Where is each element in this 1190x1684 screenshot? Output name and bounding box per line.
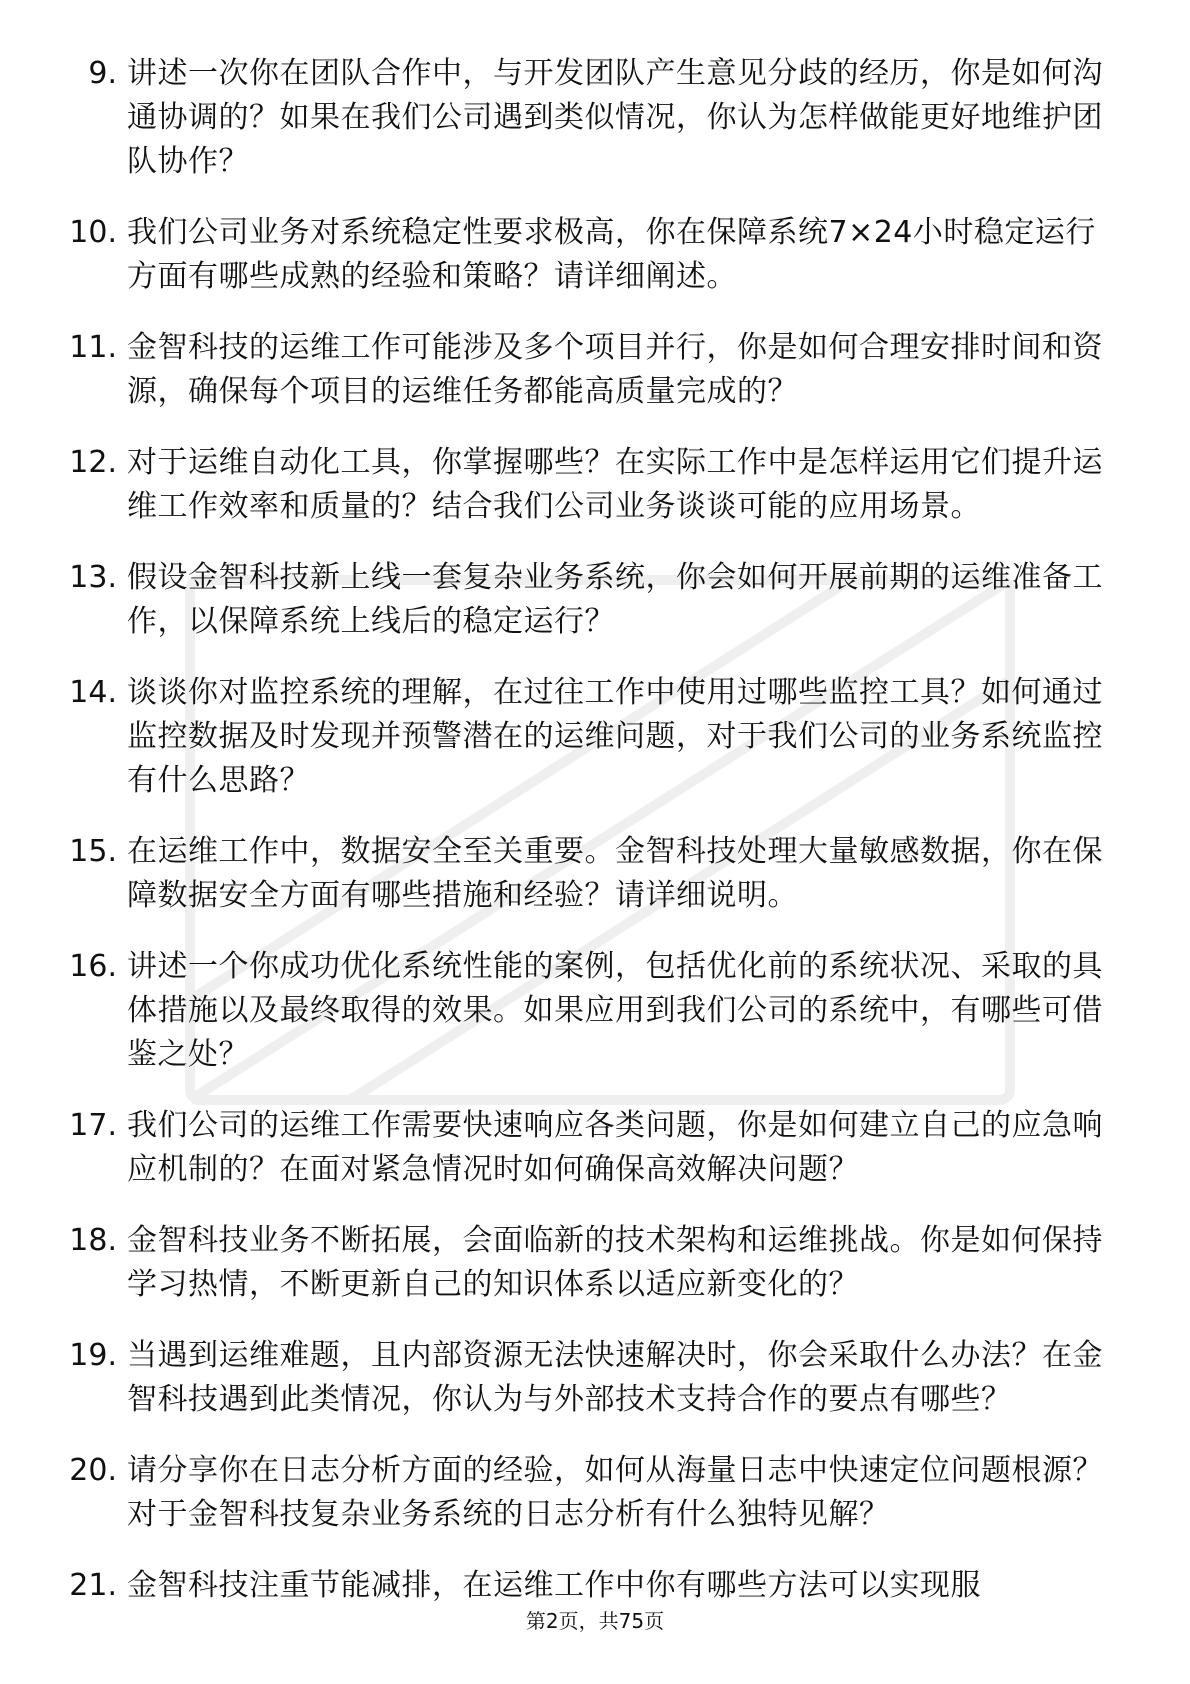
question-number: 21. bbox=[69, 1568, 117, 1603]
question-number: 14. bbox=[69, 675, 117, 710]
question-text: 假设金智科技新上线一套复杂业务系统，你会如何开展前期的运维准备工作，以保障系统上线后的稳定运行？ bbox=[127, 560, 1103, 639]
question-item-16 bbox=[40, 945, 1130, 1077]
question-item-15 bbox=[40, 830, 1130, 918]
question-item-19 bbox=[40, 1334, 1130, 1422]
question-text: 金智科技的运维工作可能涉及多个项目并行，你是如何合理安排时间和资源，确保每个项目的运维任务都能高质量完成的？ bbox=[127, 330, 1103, 409]
question-text: 对于运维自动化工具，你掌握哪些？在实际工作中是怎样运用它们提升运维工作效率和质量的？结合我们公司业务谈谈可能的应用场景。 bbox=[127, 445, 1103, 524]
question-number: 19. bbox=[69, 1338, 117, 1373]
question-item-18 bbox=[40, 1219, 1130, 1307]
question-text: 谈谈你对监控系统的理解，在过往工作中使用过哪些监控工具？如何通过监控数据及时发现并预警潜在的运维问题，对于我们公司的业务系统监控有什么思路？ bbox=[127, 675, 1103, 798]
page-number-footer: 第2页，共75页 bbox=[525, 1609, 665, 1633]
question-number: 12. bbox=[69, 445, 117, 480]
question-text: 讲述一次你在团队合作中，与开发团队产生意见分歧的经历，你是如何沟通协调的？如果在我们公司遇到类似情况，你认为怎样做能更好地维护团队协作？ bbox=[127, 56, 1103, 179]
question-number: 16. bbox=[69, 949, 117, 984]
question-text: 讲述一个你成功优化系统性能的案例，包括优化前的系统状况、采取的具体措施以及最终取得的效果。如果应用到我们公司的系统中，有哪些可借鉴之处？ bbox=[127, 949, 1103, 1072]
question-number: 20. bbox=[69, 1453, 117, 1488]
question-number: 15. bbox=[69, 834, 117, 869]
question-item-10 bbox=[40, 211, 1130, 299]
question-text: 我们公司的运维工作需要快速响应各类问题，你是如何建立自己的应急响应机制的？在面对紧急情况时如何确保高效解决问题？ bbox=[127, 1108, 1103, 1187]
question-list bbox=[40, 52, 1130, 1635]
question-text: 在运维工作中，数据安全至关重要。金智科技处理大量敏感数据，你在保障数据安全方面有哪些措施和经验？请详细说明。 bbox=[127, 834, 1103, 913]
question-item-21 bbox=[40, 1564, 1130, 1608]
question-number: 9. bbox=[88, 56, 117, 91]
question-number: 11. bbox=[69, 330, 117, 365]
question-text: 金智科技业务不断拓展，会面临新的技术架构和运维挑战。你是如何保持学习热情，不断更新自己的知识体系以适应新变化的？ bbox=[127, 1223, 1103, 1302]
question-number: 10. bbox=[69, 215, 117, 250]
question-item-20 bbox=[40, 1449, 1130, 1537]
question-number: 18. bbox=[69, 1223, 117, 1258]
question-item-11 bbox=[40, 326, 1130, 414]
question-number: 13. bbox=[69, 560, 117, 595]
question-item-17 bbox=[40, 1104, 1130, 1192]
question-text: 请分享你在日志分析方面的经验，如何从海量日志中快速定位问题根源？对于金智科技复杂业务系统的日志分析有什么独特见解？ bbox=[127, 1453, 1103, 1532]
question-text: 我们公司业务对系统稳定性要求极高，你在保障系统7×24小时稳定运行方面有哪些成熟的经验和策略？请详细阐述。 bbox=[127, 215, 1096, 294]
question-item-12 bbox=[40, 441, 1130, 529]
question-text: 金智科技注重节能减排，在运维工作中你有哪些方法可以实现服 bbox=[127, 1568, 981, 1603]
question-text: 当遇到运维难题，且内部资源无法快速解决时，你会采取什么办法？在金智科技遇到此类情况，你认为与外部技术支持合作的要点有哪些？ bbox=[127, 1338, 1103, 1417]
question-item-13 bbox=[40, 556, 1130, 644]
question-item-14 bbox=[40, 671, 1130, 803]
question-number: 17. bbox=[69, 1108, 117, 1143]
question-item-9 bbox=[40, 52, 1130, 184]
